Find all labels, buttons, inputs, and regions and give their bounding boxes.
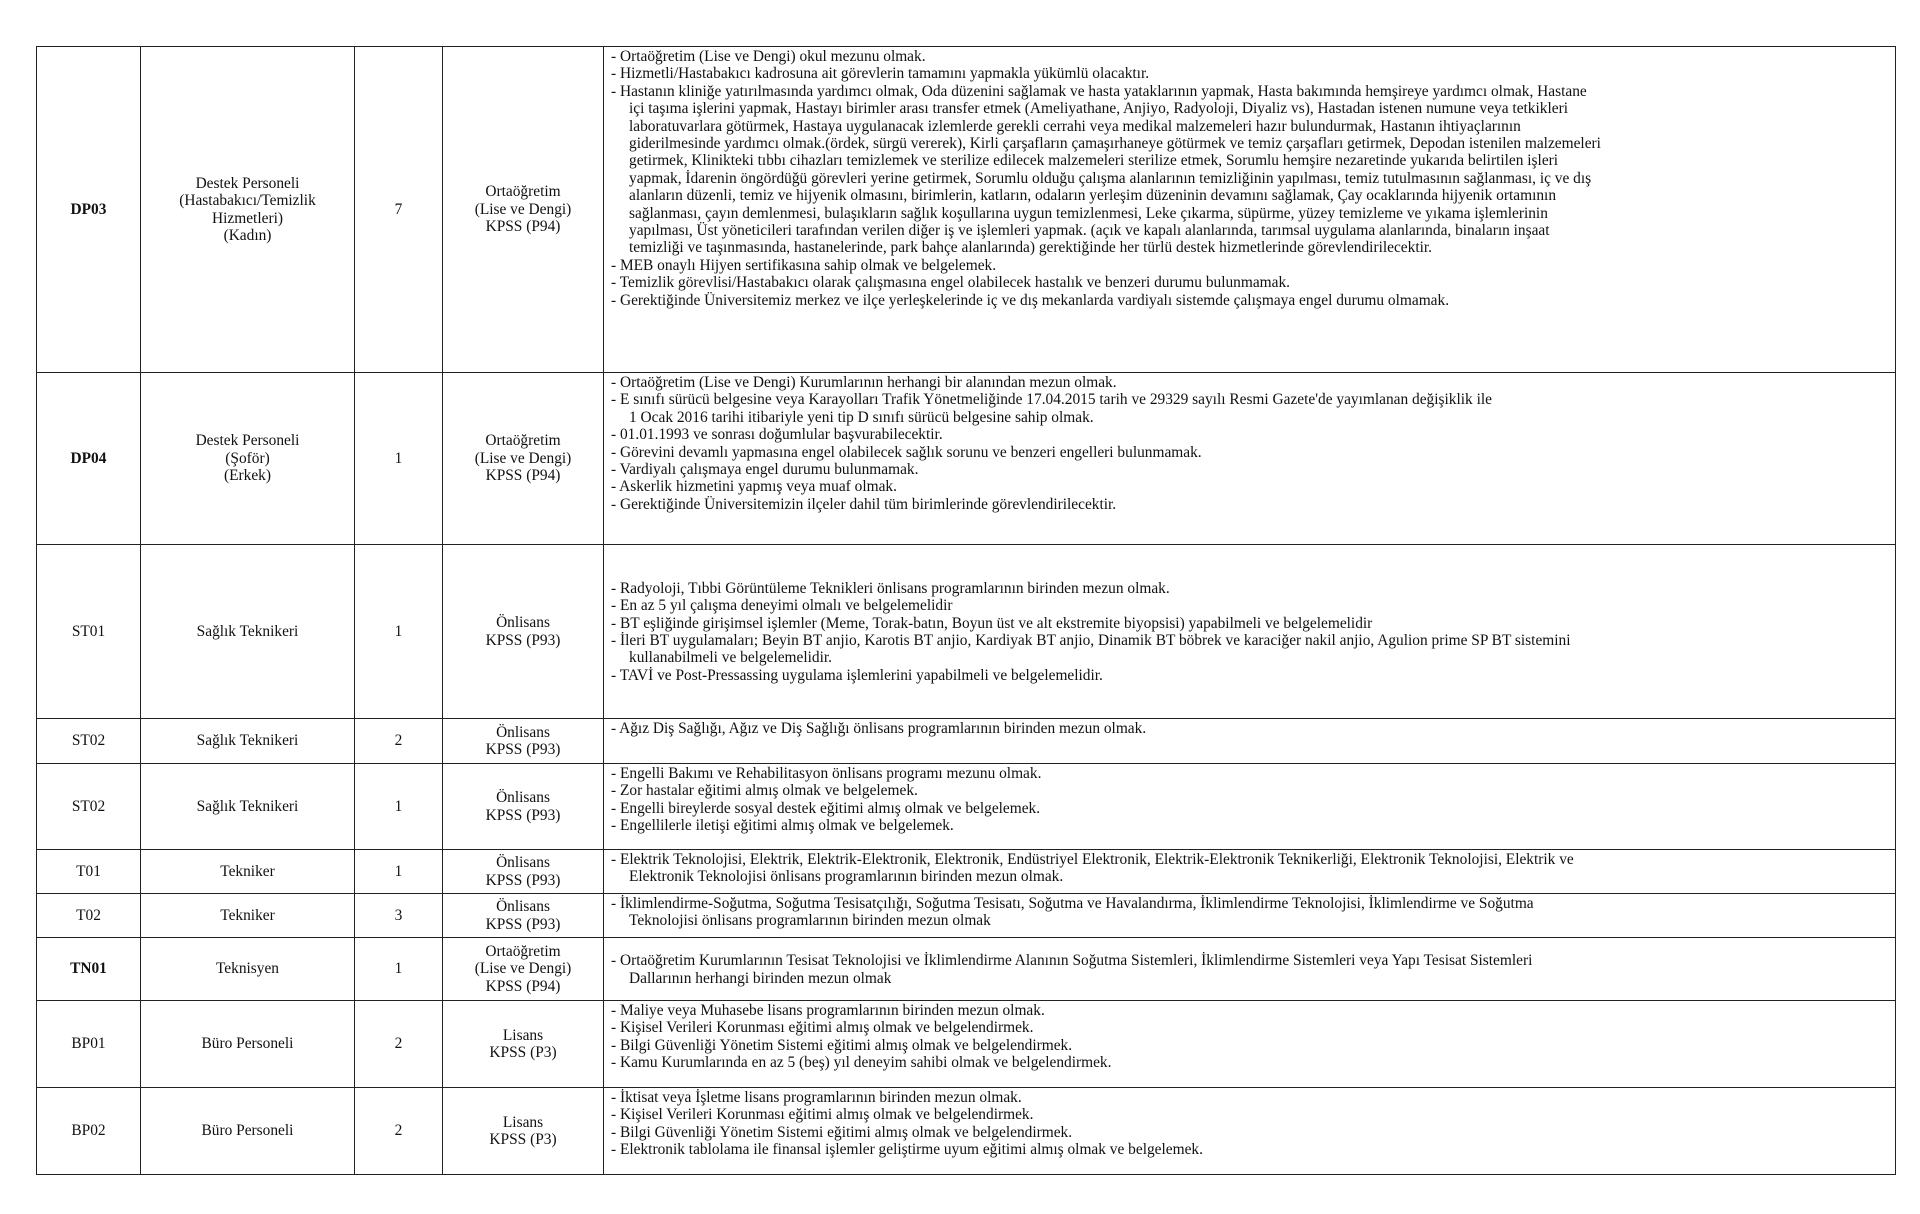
position-code: BP02 xyxy=(37,1088,141,1175)
table-row xyxy=(37,894,1896,938)
position-count: 2 xyxy=(355,1001,443,1088)
table-row xyxy=(37,850,1896,894)
position-title: Tekniker xyxy=(141,850,355,894)
table-row xyxy=(37,1088,1896,1175)
table-row xyxy=(37,938,1896,1001)
position-title: Tekniker xyxy=(141,894,355,938)
position-code: T02 xyxy=(37,894,141,938)
requirements: - Ortaöğretim Kurumlarının Tesisat Teknolojisi ve İklimlendirme Alanının Soğutma Sistemleri, İklimlendirme Sistemleri veya Yapı Tesisat Sistemleri Dallarının herhangi birinden mezun olmak xyxy=(604,938,1896,1001)
education-kpss: Ortaöğretim (Lise ve Dengi) KPSS (P94) xyxy=(443,47,604,373)
positions-table xyxy=(36,46,1896,1175)
position-title: Büro Personeli xyxy=(141,1088,355,1175)
education-kpss: Ortaöğretim (Lise ve Dengi) KPSS (P94) xyxy=(443,938,604,1001)
education-kpss: Önlisans KPSS (P93) xyxy=(443,764,604,850)
education-kpss: Önlisans KPSS (P93) xyxy=(443,719,604,764)
education-kpss: Önlisans KPSS (P93) xyxy=(443,850,604,894)
position-code: BP01 xyxy=(37,1001,141,1088)
position-title: Sağlık Teknikeri xyxy=(141,764,355,850)
education-kpss: Lisans KPSS (P3) xyxy=(443,1001,604,1088)
requirements: - Maliye veya Muhasebe lisans programlarının birinden mezun olmak. - Kişisel Verileri Korunması eğitimi almış olmak ve belgelendirmek. - Bilgi Güvenliği Yönetim Sistemi eğitimi almış olmak ve belgelendirmek. - Kamu Kurumlarında en az 5 (beş) yıl deneyim sahibi olmak ve belgelendirmek. xyxy=(604,1001,1896,1088)
position-count: 1 xyxy=(355,938,443,1001)
position-code: TN01 xyxy=(37,938,141,1001)
position-count: 7 xyxy=(355,47,443,373)
position-code: DP04 xyxy=(37,373,141,545)
table-row xyxy=(37,47,1896,373)
requirements: - Engelli Bakımı ve Rehabilitasyon önlisans programı mezunu olmak. - Zor hastalar eğitimi almış olmak ve belgelemek. - Engelli bireylerde sosyal destek eğitimi almış olmak ve belgelemek. - Engellilerle iletişi eğitimi almış olmak ve belgelemek. xyxy=(604,764,1896,850)
position-title: Destek Personeli (Hastabakıcı/Temizlik Hizmetleri) (Kadın) xyxy=(141,47,355,373)
position-count: 1 xyxy=(355,850,443,894)
position-title: Destek Personeli (Şoför) (Erkek) xyxy=(141,373,355,545)
position-count: 1 xyxy=(355,373,443,545)
education-kpss: Ortaöğretim (Lise ve Dengi) KPSS (P94) xyxy=(443,373,604,545)
table-row xyxy=(37,764,1896,850)
position-code: DP03 xyxy=(37,47,141,373)
table-row xyxy=(37,719,1896,764)
position-code: ST02 xyxy=(37,719,141,764)
position-count: 2 xyxy=(355,1088,443,1175)
education-kpss: Önlisans KPSS (P93) xyxy=(443,894,604,938)
position-count: 3 xyxy=(355,894,443,938)
table-row xyxy=(37,1001,1896,1088)
position-count: 1 xyxy=(355,545,443,719)
education-kpss: Lisans KPSS (P3) xyxy=(443,1088,604,1175)
requirements: - Elektrik Teknolojisi, Elektrik, Elektrik-Elektronik, Elektronik, Endüstriyel Elektronik, Elektrik-Elektronik Teknikerliği, Elektronik Teknolojisi, Elektrik ve Elektronik Teknolojisi önlisans programlarının birinden mezun olmak. xyxy=(604,850,1896,894)
requirements: - Ağız Diş Sağlığı, Ağız ve Diş Sağlığı önlisans programlarının birinden mezun olmak. xyxy=(604,719,1896,764)
position-count: 1 xyxy=(355,764,443,850)
requirements: - Ortaöğretim (Lise ve Dengi) Kurumlarının herhangi bir alanından mezun olmak. - E sınıfı sürücü belgesine veya Karayolları Trafik Yönetmeliğinde 17.04.2015 tarih ve 29329 sayılı Resmi Gazete'de yayımlanan değişiklik ile 1 Ocak 2016 tarihi itibariyle yeni tip D sınıfı sürücü belgesine sahip olmak. - 01.01.1993 ve sonrası doğumlular başvurabilecektir. - Görevini devamlı yapmasına engel olabilecek sağlık sorunu ve benzeri engelleri bulunmamak. - Vardiyalı çalışmaya engel durumu bulunmamak. - Askerlik hizmetini yapmış veya muaf olmak. - Gerektiğinde Üniversitemizin ilçeler dahil tüm birimlerinde görevlendirilecektir. xyxy=(604,373,1896,545)
position-title: Sağlık Teknikeri xyxy=(141,719,355,764)
position-code: ST01 xyxy=(37,545,141,719)
requirements: - Radyoloji, Tıbbi Görüntüleme Teknikleri önlisans programlarının birinden mezun olmak. - En az 5 yıl çalışma deneyimi olmalı ve belgelemelidir - BT eşliğinde girişimsel işlemler (Meme, Torak-batın, Boyun üst ve alt ekstremite biyopsisi) yapabilmeli ve belgelemelidir - İleri BT uygulamaları; Beyin BT anjio, Karotis BT anjio, Kardiyak BT anjio, Dinamik BT böbrek ve karaciğer nakil anjio, Agulion prime SP BT sistemini kullanabilmeli ve belgelemelidir. - TAVİ ve Post-Pressassing uygulama işlemlerini yapabilmeli ve belgelemelidir. xyxy=(604,545,1896,719)
education-kpss: Önlisans KPSS (P93) xyxy=(443,545,604,719)
position-title: Teknisyen xyxy=(141,938,355,1001)
position-code: T01 xyxy=(37,850,141,894)
position-code: ST02 xyxy=(37,764,141,850)
requirements: - İktisat veya İşletme lisans programlarının birinden mezun olmak. - Kişisel Verileri Korunması eğitimi almış olmak ve belgelendirmek. - Bilgi Güvenliği Yönetim Sistemi eğitimi almış olmak ve belgelendirmek. - Elektronik tablolama ile finansal işlemler geliştirme uyum eğitimi almış olmak ve belgelemek. xyxy=(604,1088,1896,1175)
table-row xyxy=(37,373,1896,545)
table-row xyxy=(37,545,1896,719)
requirements: - Ortaöğretim (Lise ve Dengi) okul mezunu olmak. - Hizmetli/Hastabakıcı kadrosuna ait görevlerin tamamını yapmakla yükümlü olacaktır. - Hastanın kliniğe yatırılmasında yardımcı olmak, Oda düzenini sağlamak ve hasta yataklarının yapmak, Hasta bakımında hemşireye yardımcı olmak, Hastane içi taşıma işlerini yapmak, Hastayı birimler arası transfer etmek (Ameliyathane, Anjiyo, Radyoloji, Diyaliz vs), Hastadan istenen numune veya tetkikleri laboratuvarlara götürmek, Hastaya uygulanacak izlemlerde gerekli cerrahi veya medikal malzemeleri hazır bulundurmak, Hastanın ihtiyaçlarının giderilmesinde yardımcı olmak.(ördek, sürgü vererek), Kirli çarşafların çamaşırhaneye götürmek ve temiz çarşafları getirmek, Depodan istenilen malzemeleri getirmek, Klinikteki tıbbı cihazları temizlemek ve sterilize edilecek malzemeleri sterilize etmek, Sorumlu hemşire nezaretinde yukarıda belirtilen işleri yapmak, İdarenin öngördüğü görevleri yerine getirmek, Sorumlu olduğu çalışma alanlarının temizliğinin yapılması, temiz tutulmasının sağlanması, iç ve dış alanların düzenli, temiz ve hijyenik olmasını, birimlerin, katların, odaların yerleşim düzeninin devamını sağlamak, Çay ocaklarında hijyenik ortamının sağlanması, çayın demlenmesi, bulaşıkların sağlık koşullarına uygun temizlenmesi, Leke çıkarma, süpürme, yüzey temizleme ve yıkama işlemlerinin yapılması, Üst yöneticileri tarafından verilen diğer iş ve işlemleri yapmak. (açık ve kapalı alanlarında, tarımsal uygulama alanlarında, binaların inşaat temizliği ve taşınmasında, hastanelerinde, park bahçe alanlarında) gerektiğinde her türlü destek hizmetlerinde görevlendirilecektir. - MEB onaylı Hijyen sertifikasına sahip olmak ve belgelemek. - Temizlik görevlisi/Hastabakıcı olarak çalışmasına engel olabilecek hastalık ve benzeri durumu bulunmamak. - Gerektiğinde Üniversitemiz merkez ve ilçe yerleşkelerinde iç ve dış mekanlarda vardiyalı sistemde çalışmaya engel durumu olmamak. xyxy=(604,47,1896,373)
requirements: - İklimlendirme-Soğutma, Soğutma Tesisatçılığı, Soğutma Tesisatı, Soğutma ve Havalandırma, İklimlendirme Teknolojisi, İklimlendirme ve Soğutma Teknolojisi önlisans programlarının birinden mezun olmak xyxy=(604,894,1896,938)
position-title: Sağlık Teknikeri xyxy=(141,545,355,719)
position-title: Büro Personeli xyxy=(141,1001,355,1088)
position-count: 2 xyxy=(355,719,443,764)
